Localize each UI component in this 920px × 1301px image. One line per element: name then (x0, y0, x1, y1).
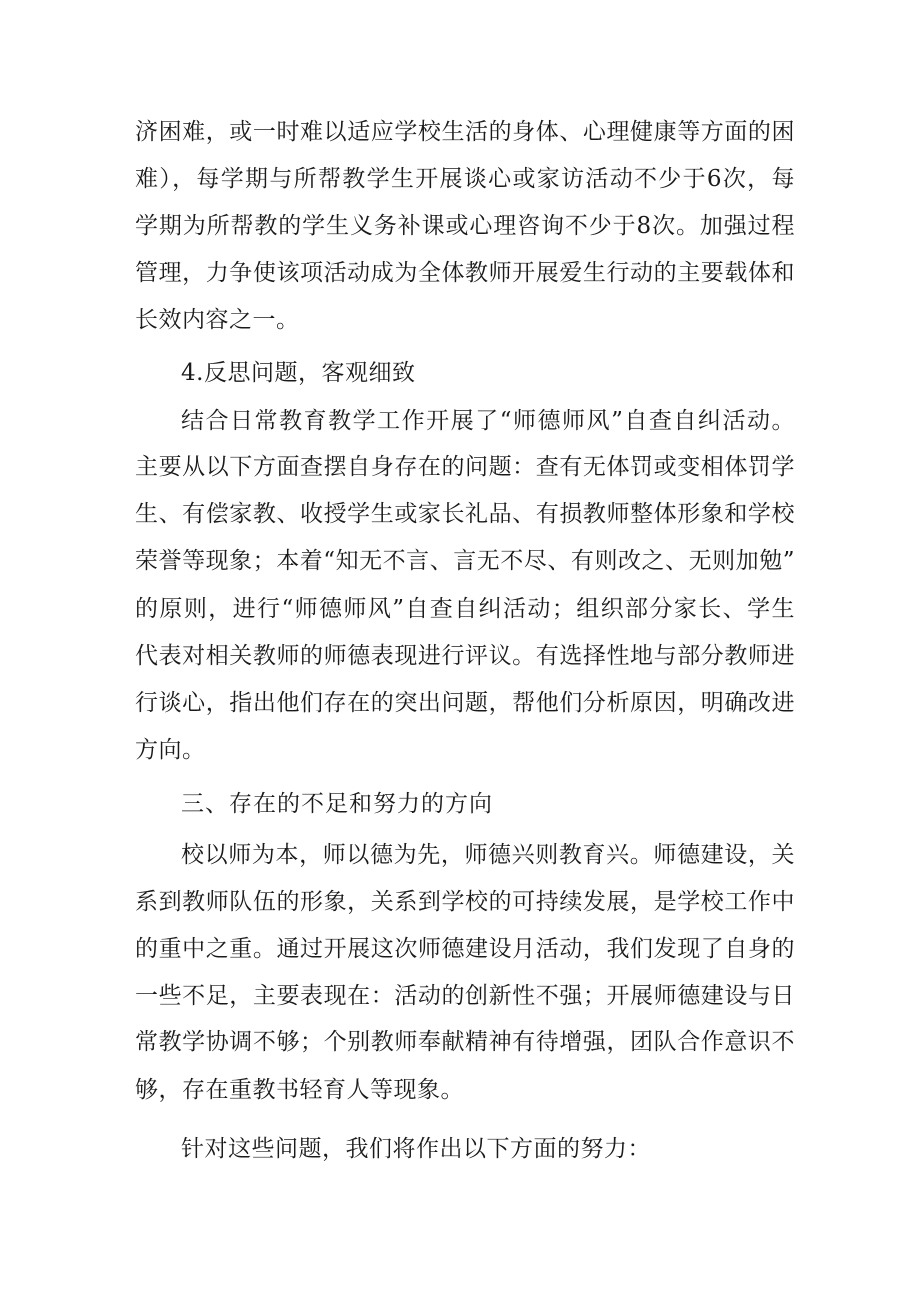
paragraph-line: 系到教师队伍的形象，关系到学校的可持续发展，是学校工作中 (135, 889, 795, 915)
paragraph-line: 够，存在重教书轻育人等现象。 (135, 1077, 464, 1103)
paragraph-line: 管理，力争使该项活动成为全体教师开展爱生行动的主要载体和 (135, 260, 795, 286)
paragraph-line: 学期为所帮教的学生义务补课或心理咨询不少于8次。加强过程 (135, 213, 795, 239)
paragraph-line: 行谈心，指出他们存在的突出问题，帮他们分析原因，明确改进 (135, 690, 795, 716)
paragraph-line: 的重中之重。通过开展这次师德建设月活动，我们发现了自身的 (135, 936, 795, 962)
paragraph-line: 荣誉等现象；本着“知无不言、言无不尽、有则改之、无则加勉” (135, 548, 795, 574)
paragraph-line: 生、有偿家教、收授学生或家长礼品、有损教师整体形象和学校 (135, 501, 795, 527)
paragraph-line: 结合日常教育教学工作开展了“师德师风”自查自纠活动。 (181, 408, 795, 434)
paragraph-line: 校以师为本，师以德为先，师德兴则教育兴。师德建设，关 (181, 842, 795, 868)
paragraph-line: 代表对相关教师的师德表现进行评议。有选择性地与部分教师进 (135, 643, 795, 669)
paragraph-line: 主要从以下方面查摆自身存在的问题：查有无体罚或变相体罚学 (135, 454, 795, 480)
paragraph-line: 针对这些问题，我们将作出以下方面的努力： (181, 1136, 651, 1162)
paragraph-line: 一些不足，主要表现在：活动的创新性不强；开展师德建设与日 (135, 983, 795, 1009)
paragraph-line: 长效内容之一。 (135, 307, 300, 333)
section-heading: 三、存在的不足和努力的方向 (181, 791, 493, 817)
paragraph-line: 济困难，或一时难以适应学校生活的身体、心理健康等方面的困 (135, 119, 795, 145)
paragraph-line: 方向。 (135, 737, 206, 763)
paragraph-line: 难），每学期与所帮教学生开展谈心或家访活动不少于6次，每 (135, 166, 795, 192)
paragraph-line: 的原则，进行“师德师风”自查自纠活动；组织部分家长、学生 (135, 596, 795, 622)
section-item-title: 4.反思问题，客观细致 (181, 360, 416, 386)
paragraph-line: 常教学协调不够；个别教师奉献精神有待增强，团队合作意识不 (135, 1029, 795, 1055)
